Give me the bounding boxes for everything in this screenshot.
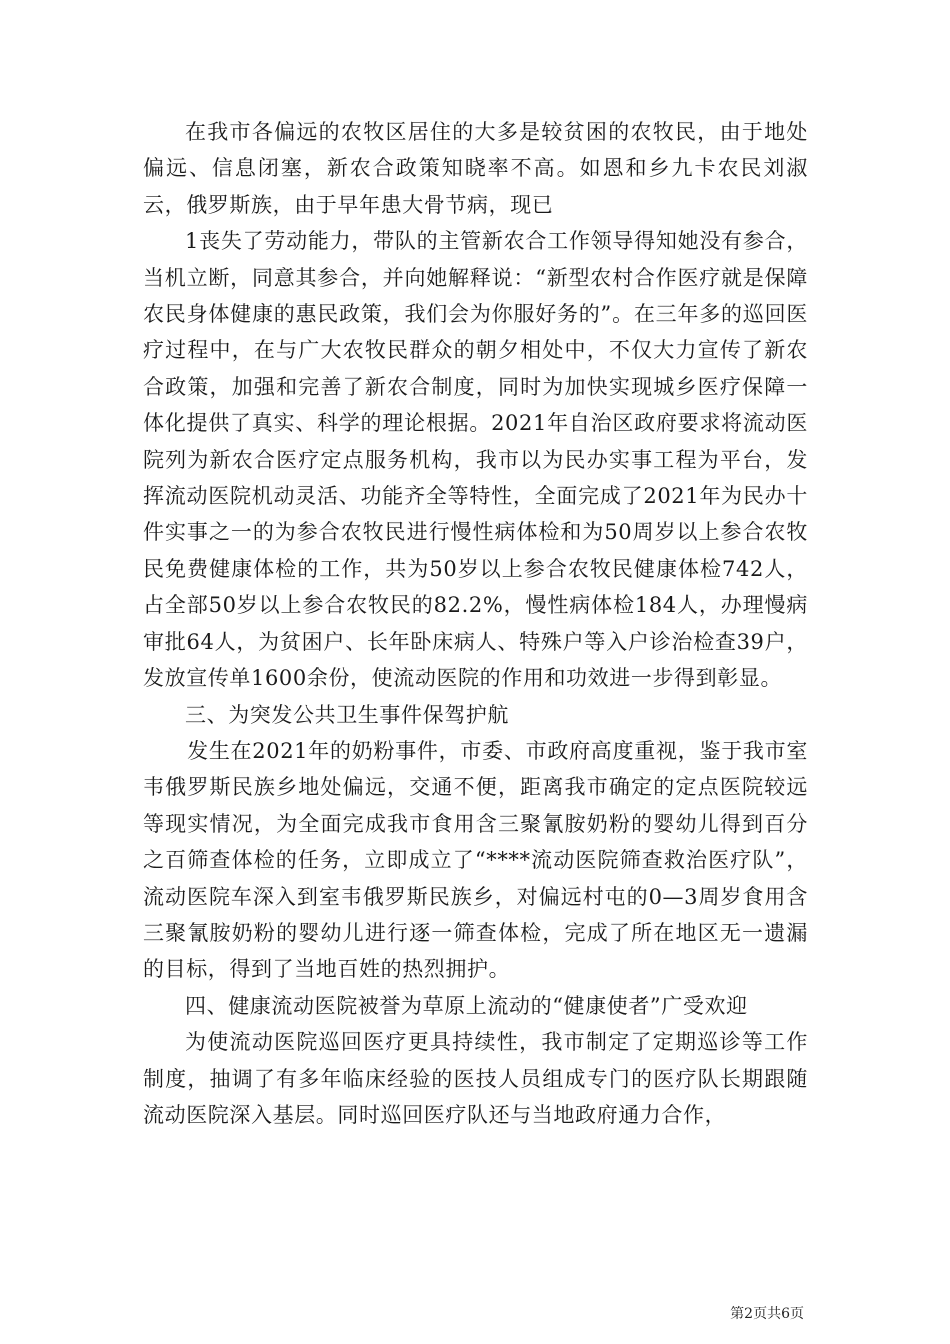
paragraph-mobile-hospital-achievements: 1丧失了劳动能力，带队的主管新农合工作领导得知她没有参合，当机立断，同意其参合，并向她解释说：“新型农村合作医疗就是保障农民身体健康的惠民政策，我们会为你服好务的”。在三年多的巡回医疗过程中，在与广大农牧民群众的朝夕相处中，不仅大力宣传了新农合政策，加强和完善了新农合制度，同时为加快实现城乡医疗保障一体化提供了真实、科学的理论根据。2021年自治区政府要求将流动医院列为新农合医疗定点服务机构，我市以为民办实事工程为平台，发挥流动医院机动灵活、功能齐全等特性，全面完成了2021年为民办十件实事之一的为参合农牧民进行慢性病体检和为50周岁以上参合农牧民免费健康体检的工作，共为50岁以上参合农牧民健康体检742人，占全部50岁以上参合农牧民的82.2%，慢性病体检184人，办理慢病审批64人，为贫困户、长年卧床病人、特殊户等入户诊治检查39户，发放宣传单1600余份，使流动医院的作用和功效进一步得到彰显。 xyxy=(143,229,808,691)
section-heading-public-health: 三、为突发公共卫生事件保驾护航 xyxy=(185,702,509,727)
paragraph-remote-herders: 在我市各偏远的农牧区居住的大多是较贫困的农牧民，由于地处偏远、信息闭塞，新农合政策知晓率不高。如恩和乡九卡农民刘淑云，俄罗斯族，由于早年患大骨节病，现已 xyxy=(143,120,808,217)
paragraph-milk-powder-incident: 发生在2021年的奶粉事件，市委、市政府高度重视，鉴于我市室韦俄罗斯民族乡地处偏远，交通不便，距离我市确定的定点医院较远等现实情况，为全面完成我市食用含三聚氰胺奶粉的婴幼儿得到百分之百筛查体检的任务，立即成立了“****流动医院筛查救治医疗队”，流动医院车深入到室韦俄罗斯民族乡，对偏远村屯的0—3周岁食用含三聚氰胺奶粉的婴幼儿进行逐一筛查体检，完成了所在地区无一遗漏的目标，得到了当地百姓的热烈拥护。 xyxy=(143,738,808,982)
page-number-footer: 第2页共6页 xyxy=(730,1306,804,1322)
section-heading-health-envoy: 四、健康流动医院被誉为草原上流动的“健康使者”广受欢迎 xyxy=(185,993,748,1018)
document-body xyxy=(143,114,808,1133)
paragraph-regular-tours: 为使流动医院巡回医疗更具持续性，我市制定了定期巡诊等工作制度，抽调了有多年临床经验的医技人员组成专门的医疗队长期跟随流动医院深入基层。同时巡回医疗队还与当地政府通力合作， xyxy=(143,1030,808,1127)
